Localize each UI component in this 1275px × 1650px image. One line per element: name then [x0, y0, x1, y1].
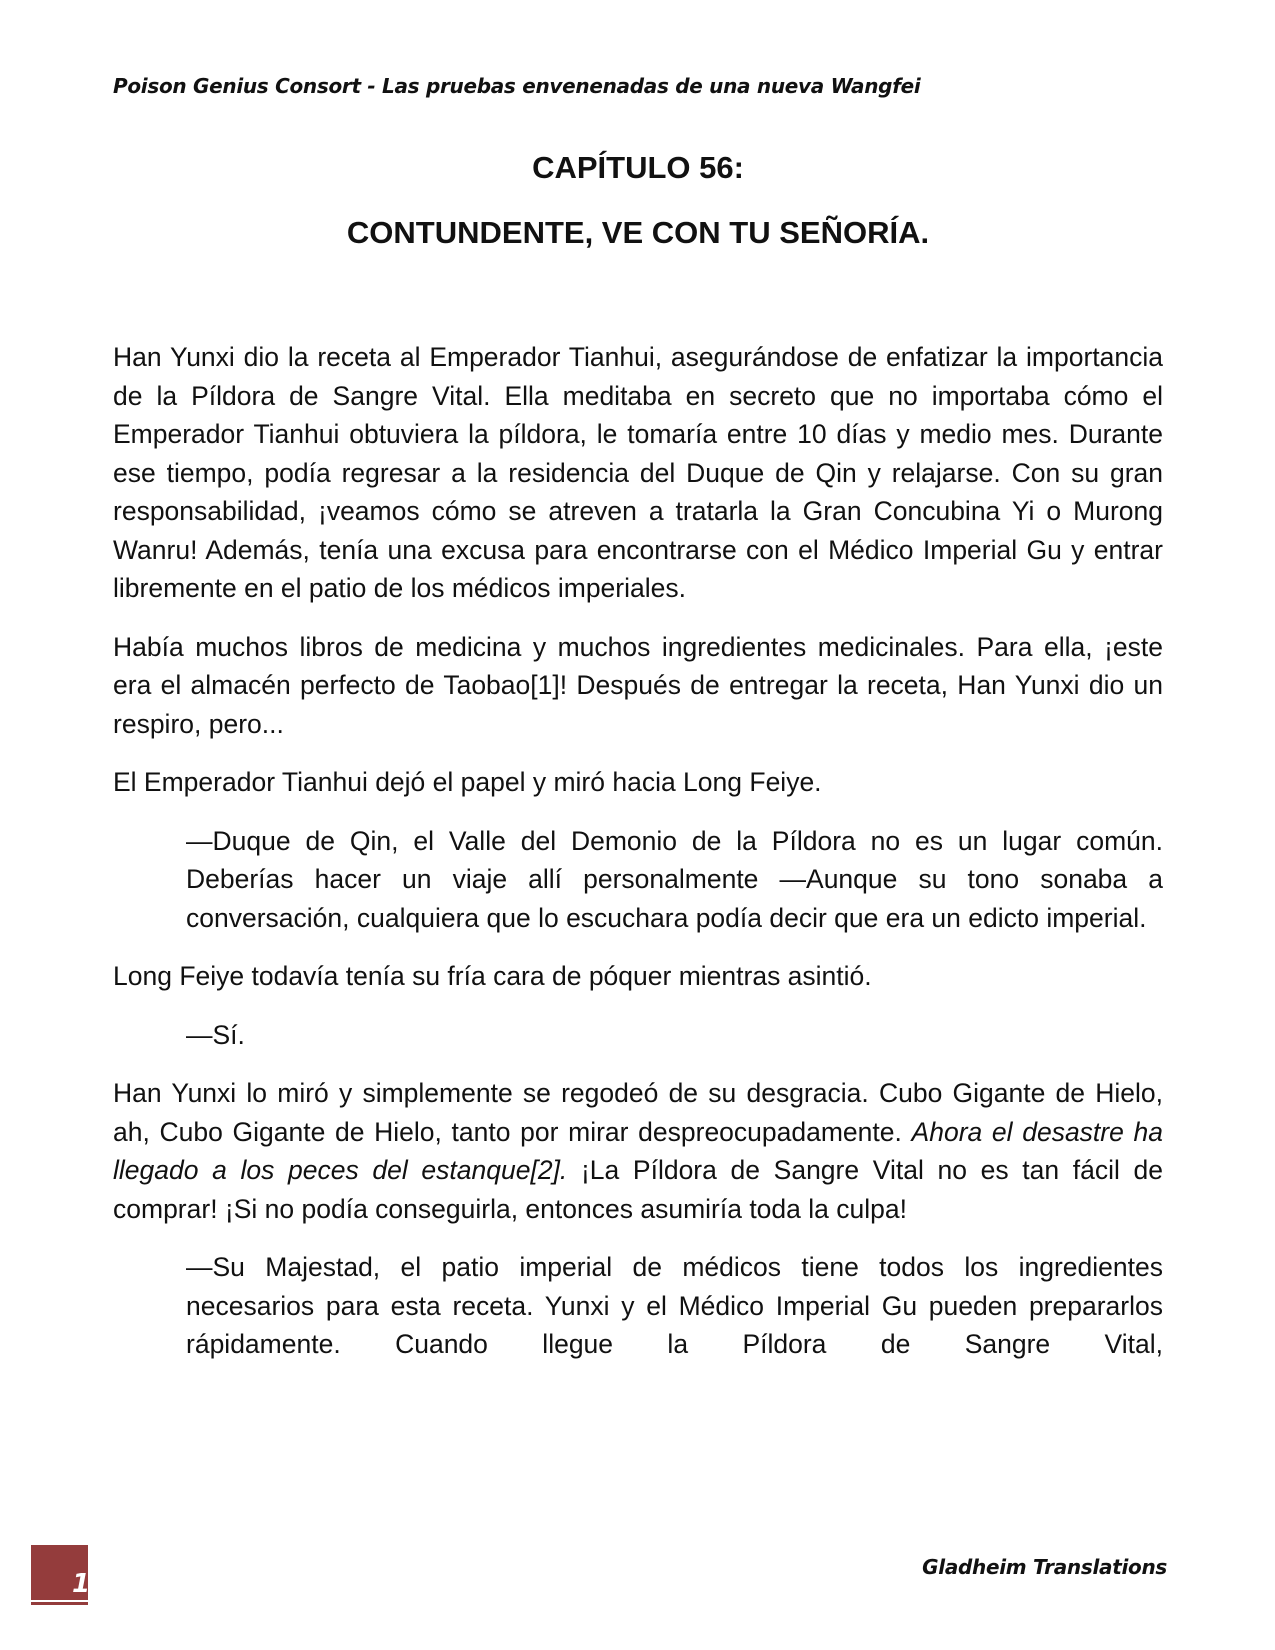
- dialogue-paragraph: —Duque de Qin, el Valle del Demonio de la Píldora no es un lugar común. Deberías hacer un viaje allí personalmente —Aunque su tono sonaba a conversación, cualquiera que lo escuchara podía decir que era un edicto imperial.: [186, 825, 1163, 933]
- paragraph: El Emperador Tianhui dejó el papel y miró hacia Long Feiye.: [113, 767, 822, 797]
- dialogue-paragraph: —Sí.: [186, 1019, 245, 1050]
- running-header: Poison Genius Consort - Las pruebas envenenadas de una nueva Wangfei: [113, 74, 921, 98]
- paragraph-text: ¡La Píldora de Sangre Vital no es tan fácil de comprar! ¡Si no podía conseguirla, entonces asumiría toda la culpa!: [113, 1155, 1163, 1224]
- body-text: [113, 338, 1163, 1364]
- paragraph: Long Feiye todavía tenía su fría cara de póquer mientras asintió.: [113, 961, 872, 991]
- chapter-title: CONTUNDENTE, VE CON TU SEÑORÍA.: [346, 215, 930, 250]
- footer-credit: Gladheim Translations: [922, 1555, 1167, 1579]
- chapter-number: CAPÍTULO 56:: [532, 150, 744, 185]
- paragraph: [113, 1074, 1163, 1228]
- paragraph: Han Yunxi dio la receta al Emperador Tianhui, asegurándose de enfatizar la importancia de la Píldora de Sangre Vital. Ella meditaba en secreto que no importaba cómo el Emperador Tianhui obtuviera la píldora, le tomaría entre 10 días y medio mes. Durante ese tiempo, podía regresar a la residencia del Duque de Qin y relajarse. Con su gran responsabilidad, ¡veamos cómo se atreven a tratarla la Gran Concubina Yi o Murong Wanru! Además, tenía una excusa para encontrarse con el Médico Imperial Gu y entrar libremente en el patio de los médicos imperiales.: [113, 342, 1163, 603]
- dialogue-paragraph: —Su Majestad, el patio imperial de médicos tiene todos los ingredientes necesarios para esta receta. Yunxi y el Médico Imperial Gu pueden prepararlos rápidamente. Cuando llegue la Píldora de Sangre Vital,: [186, 1252, 1163, 1359]
- paragraph-text: Han Yunxi lo miró y simplemente se regodeó de su desgracia. Cubo Gigante de Hielo, ah, Cubo Gigante de Hielo, tanto por mirar despreocupadamente.: [113, 1078, 1163, 1147]
- italic-phrase: Ahora el desastre ha llegado a los peces del estanque[2].: [113, 1116, 1163, 1185]
- page-number-underline: [31, 1602, 88, 1605]
- page-number: 1: [72, 1569, 91, 1599]
- paragraph: Había muchos libros de medicina y muchos ingredientes medicinales. Para ella, ¡este era el almacén perfecto de Taobao[1]! Después de entregar la receta, Han Yunxi dio un respiro, pero...: [113, 631, 1163, 739]
